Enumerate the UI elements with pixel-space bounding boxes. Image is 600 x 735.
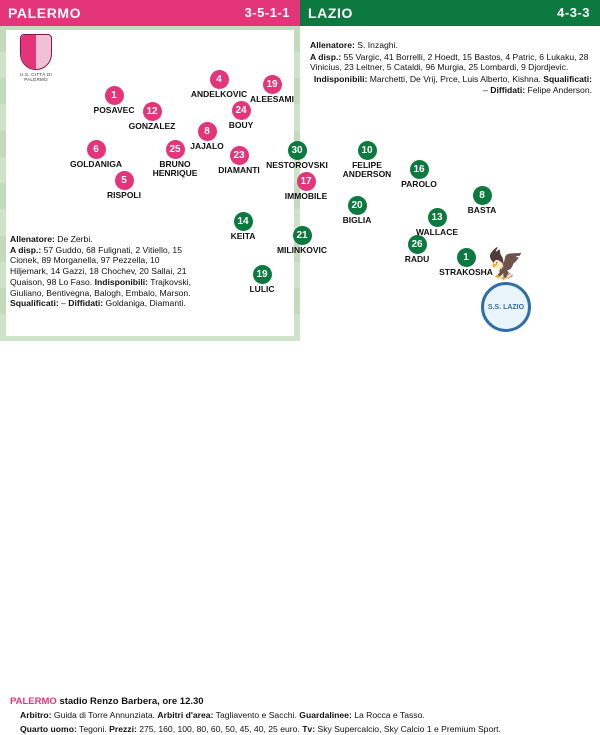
home-bench-label: A disp.: — [10, 244, 42, 255]
player-name: FELIPE ANDERSON — [342, 160, 392, 179]
linesmen-names: La Rocca e Tasso. — [354, 710, 425, 720]
home-team-name: PALERMO — [8, 5, 82, 21]
player-number: 5 — [115, 171, 134, 190]
home-doubtful-label: Diffidati: — [68, 298, 104, 309]
away-bench: 55 Vargic, 41 Borrelli, 2 Hoedt, 15 Bastos, 4 Patric, 6 Lukaku, 28 Vinicius, 23 Leitner, 5 Cataldi, 96 Murgia, 25 Lombardi, 9 Djordjevic. — [310, 51, 589, 73]
footer-officials — [10, 710, 435, 721]
assistants-names: Tagliavento e Sacchi. — [215, 710, 297, 720]
tv-channels: Sky Supercalcio, Sky Calcio 1 e Premium Sport. — [317, 724, 501, 734]
player-name: ANDELKOVIC — [190, 89, 248, 99]
home-suspended-label: Squalificati: — [10, 298, 59, 309]
away-bench-label: A disp.: — [310, 51, 342, 62]
player-marker — [208, 212, 278, 241]
player-name: STRAKOSHA — [439, 267, 493, 277]
player-name: RISPOLI — [106, 190, 141, 200]
home-suspended: – — [61, 298, 66, 309]
player-marker — [227, 265, 297, 294]
player-name: KEITA — [230, 231, 256, 241]
player-number: 20 — [348, 196, 367, 215]
footer-stadium: stadio Renzo Barbera, ore 12.30 — [59, 696, 204, 707]
player-name: BIGLIA — [342, 215, 372, 225]
player-name: GOLDANIGA — [70, 159, 122, 169]
away-formation: 4-3-3 — [557, 5, 590, 20]
fourth-official: Tegoni. — [79, 724, 107, 734]
player-marker — [237, 75, 307, 104]
player-number: 17 — [297, 172, 316, 191]
away-unavailable-label: Indisponibili: — [313, 74, 368, 85]
eagle-icon: 🦅 — [487, 248, 525, 281]
home-bench: 57 Guddo, 68 Fulignati, 2 Vitiello, 15 Cionek, 89 Morganella, 97 Pezzella, 10 Hiljemark, 14 Gazzi, 18 Chochev, 20 Sallai, 21 Quaison, 98 Lo Faso. — [10, 244, 187, 287]
player-number: 26 — [408, 235, 427, 254]
player-name: BRUNO HENRIQUE — [152, 159, 198, 178]
away-coach-label: Allenatore: — [310, 40, 355, 50]
away-unavailable: Marchetti, De Vrij, Prce, Luis Alberto, Kishna. — [369, 74, 541, 85]
player-marker — [332, 141, 402, 178]
header-away — [300, 0, 600, 26]
player-number: 12 — [143, 102, 162, 121]
player-number: 21 — [293, 226, 312, 245]
player-name: ALEESAMI — [250, 94, 294, 104]
away-doubtful-label: Diffidati: — [490, 84, 526, 95]
home-crest-caption: U.S. CITTÀ DI PALERMO — [20, 72, 52, 82]
player-name: RADU — [404, 254, 430, 264]
player-number: 25 — [166, 140, 185, 159]
away-crest-ring — [481, 282, 531, 332]
player-number: 30 — [288, 141, 307, 160]
match-info-footer — [0, 344, 600, 734]
player-marker — [172, 122, 242, 151]
goal-area-top — [110, 30, 190, 54]
player-number: 14 — [234, 212, 253, 231]
footer-title — [10, 696, 204, 707]
away-team-name: LAZIO — [308, 5, 353, 21]
player-number: 4 — [210, 70, 229, 89]
linesmen-label: Guardalinee: — [299, 710, 352, 720]
tv-label: Tv: — [302, 724, 316, 734]
player-number: 8 — [473, 186, 492, 205]
home-crest — [14, 34, 58, 82]
player-marker — [322, 196, 392, 225]
player-number: 19 — [253, 265, 272, 284]
home-unavailable: Trajkovski, Giuliano, Bentivegna, Balogh, Embalo, Marson. — [10, 276, 192, 298]
player-name: WALLACE — [415, 227, 459, 237]
player-name: POSAVEC — [93, 105, 135, 115]
player-marker — [447, 186, 517, 215]
referee-name: Guida di Torre Annunziata. — [53, 710, 156, 720]
away-suspended-label: Squalificati: — [543, 74, 592, 85]
player-name: DIAMANTI — [218, 165, 260, 175]
player-number: 6 — [87, 140, 106, 159]
prices: 275, 160, 100, 80, 60, 50, 45, 40, 25 euro. — [139, 724, 300, 734]
away-coach: S. Inzaghi. — [357, 40, 398, 50]
header-home — [0, 0, 300, 26]
player-number: 16 — [410, 160, 429, 179]
player-number: 1 — [457, 248, 476, 267]
goal-area-bottom — [110, 312, 190, 336]
player-marker — [89, 171, 159, 200]
away-squad-notes — [310, 40, 592, 97]
home-coach-label: Allenatore: — [10, 234, 55, 244]
away-doubtful: Felipe Anderson. — [527, 84, 592, 95]
player-name: BASTA — [467, 205, 497, 215]
home-crest-shield — [20, 34, 52, 70]
away-suspended: – — [483, 84, 488, 95]
home-unavailable-label: Indisponibili: — [94, 276, 149, 287]
home-formation: 3-5-1-1 — [244, 5, 290, 20]
assistants-label: Arbitri d'area: — [157, 710, 214, 720]
player-number: 23 — [230, 146, 249, 165]
home-doubtful: Goldaniga, Diamanti. — [105, 298, 186, 309]
player-name: NESTOROVSKI — [266, 160, 328, 170]
player-name: BOUY — [228, 120, 254, 130]
player-number: 10 — [358, 141, 377, 160]
player-name: GONZALEZ — [128, 121, 176, 131]
player-name: MILINKOVIC — [276, 245, 328, 255]
player-marker — [61, 140, 131, 169]
away-crest-caption: S.S. LAZIO — [487, 303, 525, 311]
footer-club: PALERMO — [10, 696, 57, 707]
referee-label: Arbitro: — [20, 710, 52, 720]
player-name: IMMOBILE — [284, 191, 328, 201]
player-name: JAJALO — [190, 141, 224, 151]
home-coach: De Zerbi. — [57, 234, 93, 244]
player-number: 8 — [198, 122, 217, 141]
player-number: 24 — [232, 101, 251, 120]
footer-extra — [10, 724, 511, 735]
player-number: 19 — [263, 75, 282, 94]
home-squad-notes — [10, 234, 200, 309]
player-marker — [382, 235, 452, 264]
player-number: 1 — [105, 86, 124, 105]
prices-label: Prezzi: — [109, 724, 137, 734]
player-name: PAROLO — [401, 179, 437, 189]
player-number: 13 — [428, 208, 447, 227]
player-name: LULIC — [249, 284, 275, 294]
fourth-official-label: Quarto uomo: — [20, 724, 77, 734]
player-marker — [262, 141, 332, 170]
